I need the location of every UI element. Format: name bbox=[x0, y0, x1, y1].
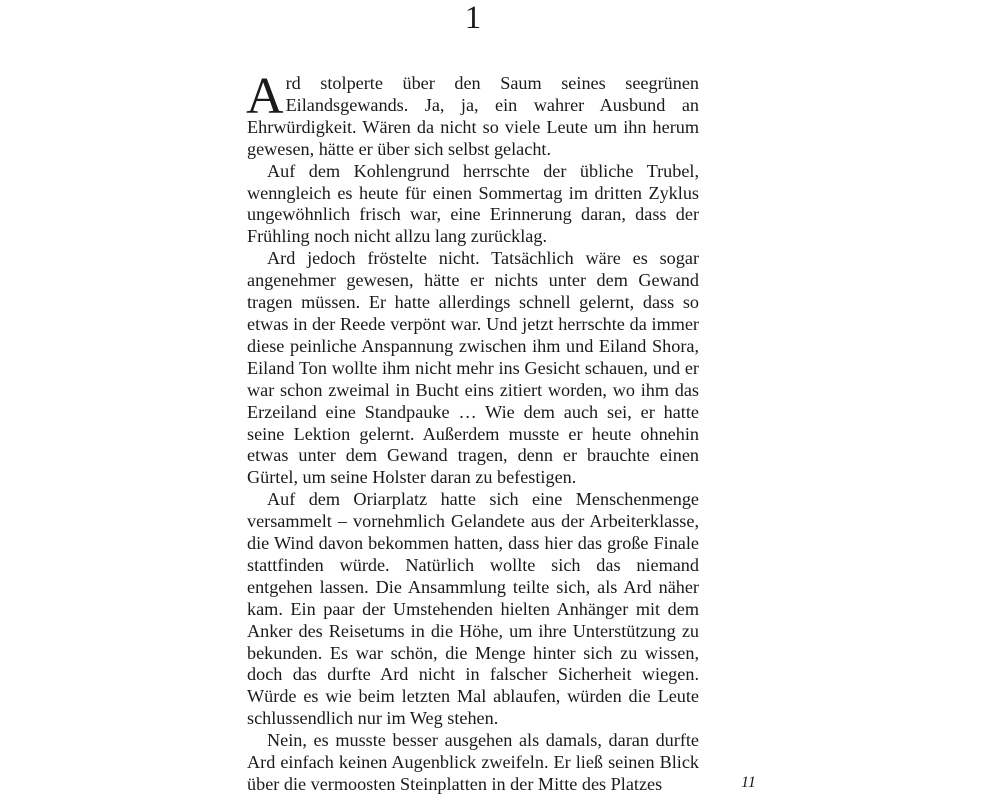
paragraph-3: Ard jedoch fröstelte nicht. Tatsächlich wäre es sogar angenehmer gewesen, hätte er nichts unter dem Gewand tragen müssen. Er hatte allerdings schnell gelernt, dass so etwas in der Reede verpönt war. Und jetzt herrschte da immer diese peinliche Anspannung zwischen ihm und Eiland Shora, Eiland Ton wollte ihm nicht mehr ins Gesicht schauen, und er war schon zweimal in Bucht eins zitiert worden, wo ihm das Erzeiland eine Standpauke … Wie dem auch sei, er hatte seine Lektion gelernt. Außerdem musste er heute ohnehin etwas unter dem Gewand tragen, denn er brauchte einen Gürtel, um seine Holster daran zu befestigen. bbox=[247, 248, 699, 488]
paragraph-5: Nein, es musste besser ausgehen als damals, daran durfte Ard einfach keinen Augenblick zweifeln. Er ließ seinen Blick über die vermoosten Steinplatten in der Mitte des Platzes bbox=[247, 730, 699, 794]
paragraph-1 bbox=[246, 68, 699, 161]
body-text bbox=[246, 68, 699, 796]
drop-cap: A bbox=[246, 68, 284, 125]
paragraph-2: Auf dem Kohlengrund herrschte der übliche Trubel, wenngleich es heute für einen Sommertag im dritten Zyklus ungewöhnlich frisch war, eine Erinnerung daran, dass der Frühling noch nicht allzu lang zurücklag. bbox=[247, 160, 699, 247]
chapter-number: 1 bbox=[464, 0, 482, 36]
paragraph-1-text: rd stolperte über den Saum seines seegrünen Eilandsgewands. Ja, ja, ein wahrer Ausbund an Ehrwürdigkeit. Wären da nicht so viele Leute um ihn herum gewesen, hätte er über sich selbst gelacht. bbox=[247, 73, 699, 159]
page-number: 11 bbox=[741, 774, 756, 791]
paragraph-4: Auf dem Oriarplatz hatte sich eine Menschenmenge versammelt – vornehmlich Gelandete aus der Arbeiterklasse, die Wind davon bekommen hatten, dass hier das große Finale stattfinden würde. Natürlich wollte sich das niemand entgehen lassen. Die Ansammlung teilte sich, als Ard näher kam. Ein paar der Umstehenden hielten Anhänger mit dem Anker des Reisetums in die Höhe, um ihre Unterstützung zu bekunden. Es war schön, die Menge hinter sich zu wissen, doch das durfte Ard nicht in falscher Sicherheit wiegen. Würde es wie beim letzten Mal ablaufen, würden die Leute schlussendlich nur im Weg stehen. bbox=[247, 489, 699, 729]
